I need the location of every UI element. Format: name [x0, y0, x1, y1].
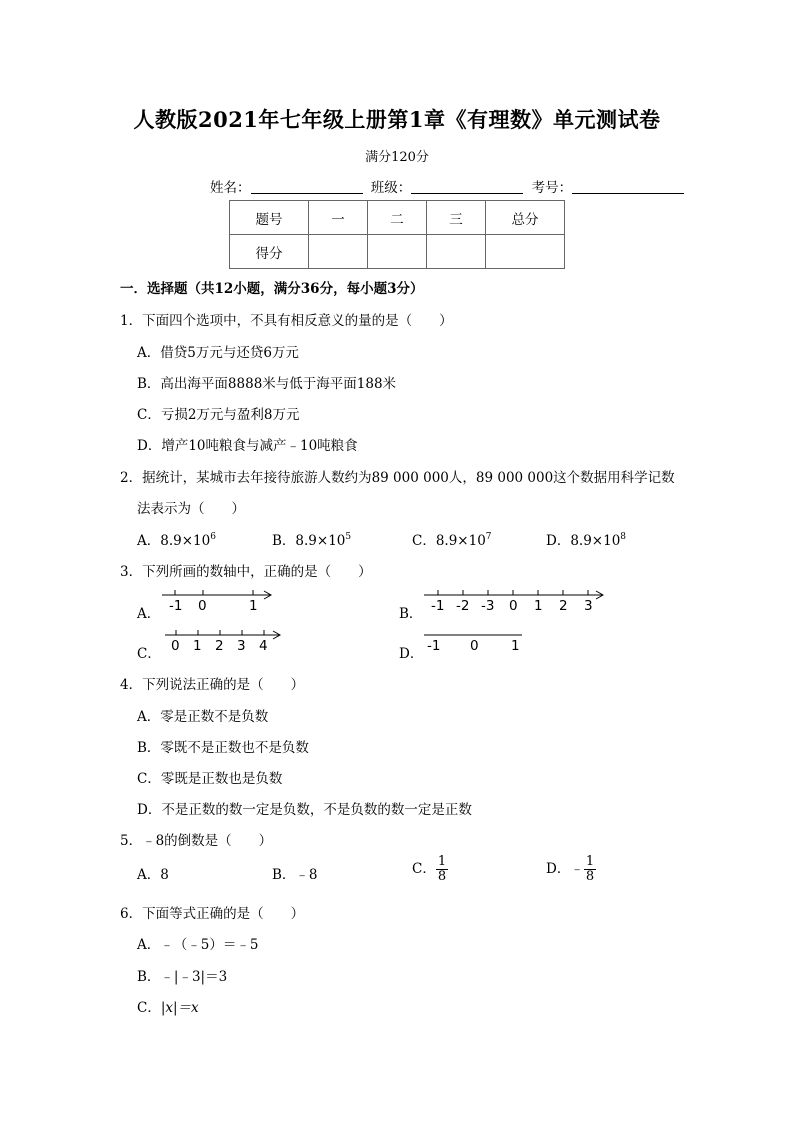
- fraction-denominator: 8: [585, 869, 595, 884]
- score-table: [229, 200, 565, 269]
- tick-label: 2: [559, 598, 568, 614]
- full-score: 满分120分: [365, 150, 429, 165]
- q1-option-a[interactable]: A．借贷5万元与还贷6万元: [137, 345, 299, 361]
- tick-label: 1: [534, 598, 543, 614]
- q3-number-line-c: [163, 628, 288, 656]
- q3-option-b-label[interactable]: B．: [399, 606, 423, 622]
- exam-no-label: 考号：: [531, 180, 573, 196]
- q5-d-label: D．: [546, 861, 571, 877]
- question-3-stem: 3．下列所画的数轴中，正确的是（ ）: [120, 564, 372, 580]
- q2-option-b[interactable]: [272, 529, 351, 549]
- q2-option-d[interactable]: [546, 529, 626, 549]
- tick-label: 0: [171, 638, 180, 654]
- tick-label: -1: [431, 598, 445, 614]
- q2-option-c[interactable]: [412, 529, 492, 549]
- tick-label: 3: [237, 638, 246, 654]
- score-cell[interactable]: [309, 235, 368, 269]
- q3-option-c-label[interactable]: C．: [137, 646, 161, 662]
- q2-option-a[interactable]: [137, 529, 216, 549]
- section-heading: 一．选择题（共12小题，满分36分，每小题3分）: [120, 281, 424, 297]
- q6-c-expression: |x|＝x: [160, 1000, 199, 1016]
- q2-b-exponent: 5: [345, 532, 352, 542]
- q6-option-a[interactable]: A．﹣（﹣5）＝﹣5: [137, 937, 259, 953]
- tick-label: -1: [169, 598, 183, 614]
- q3-number-line-a: [160, 588, 280, 616]
- score-cell[interactable]: [368, 235, 427, 269]
- question-2-stem-line1: 2．据统计，某城市去年接待旅游人数约为89 000 000人，89 000 000这个数据用科学记数: [120, 470, 675, 486]
- q2-c-exponent: 7: [485, 532, 492, 542]
- exam-title: 人教版2021年七年级上册第1章《有理数》单元测试卷: [133, 107, 661, 132]
- q1-option-d[interactable]: D．增产10吨粮食与减产﹣10吨粮食: [137, 438, 358, 454]
- name-blank[interactable]: [251, 179, 363, 194]
- tick-label: 1: [193, 638, 202, 654]
- q4-option-b[interactable]: B．零既不是正数也不是负数: [137, 740, 309, 756]
- question-4-stem: 4．下列说法正确的是（ ）: [120, 677, 305, 693]
- class-label: 班级：: [370, 180, 412, 196]
- q5-d-fraction: [584, 855, 596, 884]
- q5-option-d[interactable]: [546, 855, 596, 884]
- score-cell[interactable]: [486, 235, 565, 269]
- q3-number-line-b: [422, 588, 612, 616]
- tick-label: -2: [456, 598, 470, 614]
- tick-label: -3: [481, 598, 495, 614]
- question-6-stem: 6．下面等式正确的是（ ）: [120, 906, 305, 922]
- q1-option-b[interactable]: B．高出海平面8888米与低于海平面188米: [137, 376, 397, 392]
- score-table-header-row: [230, 201, 565, 235]
- header-cell: 题号: [230, 201, 309, 235]
- question-5-stem: 5．﹣8的倒数是（ ）: [120, 833, 273, 849]
- tick-label: 4: [259, 638, 268, 654]
- q5-d-sign: ﹣: [570, 861, 584, 877]
- question-2-stem-line2: 法表示为（ ）: [137, 501, 245, 517]
- tick-label: 1: [249, 598, 258, 614]
- fraction-numerator: 1: [585, 854, 595, 869]
- question-1-stem: 1．下面四个选项中，不具有相反意义的量的是（ ）: [120, 313, 453, 329]
- q5-option-b[interactable]: B．﹣8: [272, 867, 318, 883]
- tick-label: 3: [584, 598, 593, 614]
- score-cell[interactable]: [427, 235, 486, 269]
- q6-option-b[interactable]: B．﹣|﹣3|＝3: [137, 969, 228, 985]
- q5-c-fraction: [436, 855, 448, 884]
- tick-label: 0: [509, 598, 518, 614]
- tick-label: 0: [470, 638, 479, 654]
- name-label: 姓名：: [210, 180, 251, 196]
- class-blank[interactable]: [411, 179, 523, 194]
- student-info-line: [210, 176, 688, 196]
- header-cell: 二: [368, 201, 427, 235]
- tick-label: 2: [215, 638, 224, 654]
- q5-option-a[interactable]: A．8: [137, 867, 169, 883]
- header-cell: 一: [309, 201, 368, 235]
- q4-option-c[interactable]: C．零既是正数也是负数: [137, 771, 283, 787]
- q2-c-base: C．8.9×10: [412, 533, 486, 549]
- q2-a-exponent: 6: [210, 532, 216, 542]
- q5-c-label: C．: [412, 861, 436, 877]
- q5-option-c[interactable]: [412, 855, 448, 884]
- tick-label: -1: [427, 638, 441, 654]
- exam-no-blank[interactable]: [572, 179, 684, 194]
- q1-option-c[interactable]: C．亏损2万元与盈利8万元: [137, 407, 300, 423]
- q6-c-label: C．: [137, 1000, 161, 1016]
- q4-option-d[interactable]: D．不是正数的数一定是负数，不是负数的数一定是正数: [137, 802, 472, 818]
- q2-d-exponent: 8: [620, 532, 627, 542]
- score-table-row: [230, 235, 565, 269]
- q2-d-base: D．8.9×10: [546, 533, 621, 549]
- q3-option-d-label[interactable]: D．: [399, 646, 424, 662]
- fraction-numerator: 1: [437, 854, 447, 869]
- q2-b-base: B．8.9×10: [272, 533, 346, 549]
- tick-label: 1: [511, 638, 520, 654]
- q4-option-a[interactable]: A．零是正数不是负数: [137, 709, 269, 725]
- q6-option-c[interactable]: [137, 996, 199, 1016]
- row-label-cell: 得分: [230, 235, 309, 269]
- header-cell: 总分: [486, 201, 565, 235]
- fraction-denominator: 8: [437, 869, 447, 884]
- q3-option-a-label[interactable]: A．: [137, 606, 161, 622]
- q3-number-line-d: [422, 628, 532, 656]
- q2-a-base: A．8.9×10: [137, 533, 211, 549]
- tick-label: 0: [198, 598, 207, 614]
- header-cell: 三: [427, 201, 486, 235]
